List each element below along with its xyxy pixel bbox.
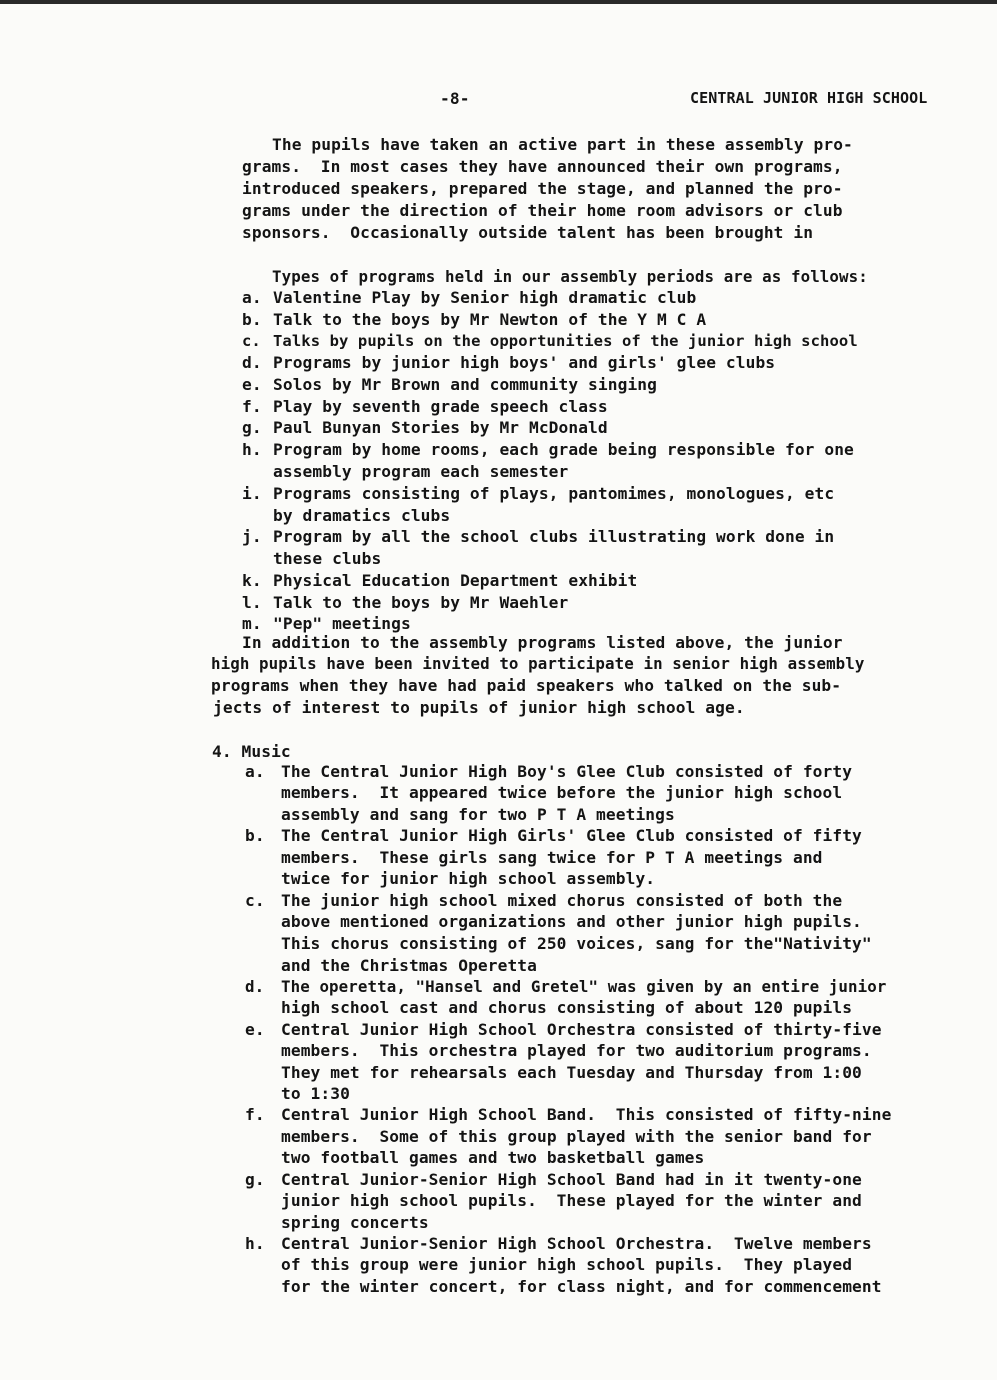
music-item-continued: junior high school pupils. These played for the winter and bbox=[281, 1191, 862, 1210]
addition-line: jects of interest to pupils of junior high school age. bbox=[213, 698, 745, 717]
music-item-continued: They met for rehearsals each Tuesday and Thursday from 1:00 bbox=[281, 1063, 862, 1082]
item-label: a. bbox=[242, 288, 262, 307]
music-item-continued: twice for junior high school assembly. bbox=[281, 869, 656, 888]
program-type-item-continued: assembly program each semester bbox=[273, 462, 569, 481]
music-item-continued: members. These girls sang twice for P T A meetings and bbox=[281, 848, 823, 867]
music-item-continued: and the Christmas Operetta bbox=[281, 956, 537, 975]
music-item bbox=[245, 1019, 882, 1040]
item-text: Central Junior-Senior High School Band had in it twenty-one bbox=[281, 1170, 862, 1189]
item-text: The Central Junior High Boy's Glee Club consisted of forty bbox=[281, 762, 853, 781]
item-label: m. bbox=[242, 614, 262, 633]
program-type-item bbox=[242, 439, 854, 460]
item-text: Paul Bunyan Stories by Mr McDonald bbox=[273, 418, 608, 437]
intro-line: introduced speakers, prepared the stage, and planned the pro- bbox=[242, 179, 843, 198]
item-text: Programs by junior high boys' and girls' glee clubs bbox=[273, 353, 776, 372]
program-type-item bbox=[242, 570, 637, 591]
music-item-continued: two football games and two basketball games bbox=[281, 1148, 705, 1167]
item-label: d. bbox=[245, 977, 265, 996]
item-text: "Pep" meetings bbox=[273, 614, 411, 633]
item-text: Physical Education Department exhibit bbox=[273, 571, 638, 590]
music-item bbox=[245, 1233, 872, 1254]
item-label: e. bbox=[245, 1020, 265, 1039]
program-type-item bbox=[242, 483, 834, 504]
item-text: Program by home rooms, each grade being responsible for one bbox=[273, 440, 854, 459]
item-text: Central Junior High School Band. This consisted of fifty-nine bbox=[281, 1105, 892, 1124]
intro-line: grams under the direction of their home room advisors or club bbox=[242, 201, 843, 220]
item-label: e. bbox=[242, 375, 262, 394]
music-item-continued: to 1:30 bbox=[281, 1084, 350, 1103]
program-type-item-continued: these clubs bbox=[273, 549, 382, 568]
item-label: h. bbox=[245, 1234, 265, 1253]
program-type-item bbox=[242, 526, 834, 547]
program-type-item bbox=[242, 417, 608, 438]
intro-line: sponsors. Occasionally outside talent has been brought in bbox=[242, 223, 814, 242]
item-label: b. bbox=[245, 826, 265, 845]
item-text: Central Junior High School Orchestra consisted of thirty-five bbox=[281, 1020, 882, 1039]
music-heading: 4. Music bbox=[212, 742, 291, 761]
scan-top-edge bbox=[0, 0, 997, 4]
item-text: Play by seventh grade speech class bbox=[273, 397, 608, 416]
item-label: f. bbox=[245, 1105, 265, 1124]
music-item-continued: high school cast and chorus consisting of about 120 pupils bbox=[281, 998, 853, 1017]
item-text: Program by all the school clubs illustrating work done in bbox=[273, 527, 835, 546]
program-type-item bbox=[242, 592, 568, 613]
item-text: The Central Junior High Girls' Glee Club consisted of fifty bbox=[281, 826, 862, 845]
item-label: b. bbox=[242, 310, 262, 329]
music-item-continued: for the winter concert, for class night, and for commencement bbox=[281, 1277, 882, 1296]
addition-line: high pupils have been invited to participate in senior high assembly bbox=[211, 654, 865, 673]
music-item bbox=[245, 761, 852, 782]
item-label: d. bbox=[242, 353, 262, 372]
intro-line: grams. In most cases they have announced their own programs, bbox=[242, 157, 843, 176]
music-item-continued: of this group were junior high school pupils. They played bbox=[281, 1255, 853, 1274]
music-item-continued: members. Some of this group played with the senior band for bbox=[281, 1127, 872, 1146]
item-label: g. bbox=[242, 418, 262, 437]
program-type-item bbox=[242, 309, 706, 330]
item-label: c. bbox=[242, 332, 261, 350]
program-type-item bbox=[242, 331, 858, 352]
music-item-continued: spring concerts bbox=[281, 1213, 429, 1232]
item-label: k. bbox=[242, 571, 262, 590]
music-item-continued: members. It appeared twice before the junior high school bbox=[281, 783, 843, 802]
item-label: a. bbox=[245, 762, 265, 781]
item-label: g. bbox=[245, 1170, 265, 1189]
intro-line: The pupils have taken an active part in these assembly pro- bbox=[272, 135, 853, 154]
page-number: -8- bbox=[440, 89, 470, 108]
item-text: Programs consisting of plays, pantomimes, monologues, etc bbox=[273, 484, 835, 503]
addition-line: programs when they have had paid speakers who talked on the sub- bbox=[211, 676, 842, 695]
program-type-item bbox=[242, 352, 775, 373]
program-type-item bbox=[242, 287, 696, 308]
program-type-item bbox=[242, 374, 657, 395]
music-item-continued: above mentioned organizations and other junior high pupils. bbox=[281, 912, 862, 931]
music-item-continued: assembly and sang for two P T A meetings bbox=[281, 805, 675, 824]
item-label: l. bbox=[242, 593, 262, 612]
item-text: Talk to the boys by Mr Waehler bbox=[273, 593, 569, 612]
item-text: Valentine Play by Senior high dramatic club bbox=[273, 288, 697, 307]
program-types-intro: Types of programs held in our assembly periods are as follows: bbox=[272, 267, 868, 286]
item-label: i. bbox=[242, 484, 262, 503]
item-label: c. bbox=[245, 891, 265, 910]
item-text: Central Junior-Senior High School Orchestra. Twelve members bbox=[281, 1234, 872, 1253]
item-text: Talks by pupils on the opportunities of the junior high school bbox=[273, 332, 858, 350]
item-label: f. bbox=[242, 397, 262, 416]
item-label: j. bbox=[242, 527, 262, 546]
program-type-item bbox=[242, 396, 608, 417]
item-text: The operetta, "Hansel and Gretel" was given by an entire junior bbox=[281, 977, 887, 996]
item-label: h. bbox=[242, 440, 262, 459]
music-item bbox=[245, 976, 886, 997]
item-text: Solos by Mr Brown and community singing bbox=[273, 375, 657, 394]
music-item-continued: This chorus consisting of 250 voices, sang for the"Nativity" bbox=[281, 934, 872, 953]
school-name-header: CENTRAL JUNIOR HIGH SCHOOL bbox=[690, 89, 928, 107]
program-type-item bbox=[242, 613, 411, 634]
item-text: Talk to the boys by Mr Newton of the Y M C A bbox=[273, 310, 707, 329]
addition-line: In addition to the assembly programs listed above, the junior bbox=[242, 633, 843, 652]
music-item bbox=[245, 1169, 862, 1190]
music-item bbox=[245, 890, 842, 911]
item-text: The junior high school mixed chorus consisted of both the bbox=[281, 891, 843, 910]
music-item-continued: members. This orchestra played for two auditorium programs. bbox=[281, 1041, 872, 1060]
music-item bbox=[245, 1104, 891, 1125]
program-type-item-continued: by dramatics clubs bbox=[273, 506, 451, 525]
music-item bbox=[245, 825, 862, 846]
